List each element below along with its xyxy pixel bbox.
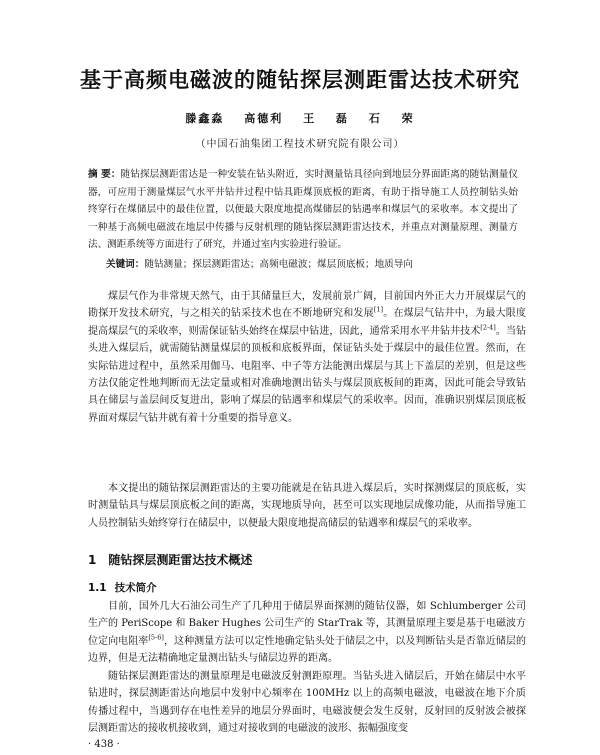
abstract [88,166,518,254]
affiliation: （中国石油集团工程技术研究院有限公司） [195,139,405,150]
section-1-heading [88,551,252,568]
s11-p2-text: 随钻探层测距雷达的测量原理是电磁波反射测距原理。当钻头进入储层后，开始在储层中水平钻进时，探层测距雷达向地层中发射中心频率在 100MHz 以上的高频电磁波，电磁波在地下介质传播过程中，当遇到存在电性差异的地层分界面时，电磁波便会发生反射，反射回的反射波会被探层测距雷达的接收机接收到，通过对接收到的电磁波的波形、振幅强度变 [88,671,526,735]
intro-p1-text-c: 。当钻头进入煤层后，就需随钻测量煤层的顶板和底板界面，保证钻头处于煤层中的最佳位置。然而，在实际钻进过程中，虽然采用伽马、电阻率、中子等方法能测出煤层与其上下盖层的差别，但是这些方法仅能定性地判断而无法定量或相对准确地测出钻头与煤层顶底板间的距离，因此可能会导致钻具在储层与盖层间反复进出，影响了煤层的钻遇率和煤层气的采收率。因而，准确识别煤层顶底板界面对煤层气钻井就有着十分重要的指导意义。 [88,325,527,424]
section-1-1-heading [88,580,157,595]
abstract-label: 摘 要： [88,169,121,180]
page-number: · 438 · [88,739,120,750]
intro-p1-text-b: 。在煤层气钻井中，为最大限度提高煤层气的采收率，则需保证钻头始终在煤层中钻进，因此，通常采用水平井钻井技术 [88,308,527,337]
paper-title: 基于高频电磁波的随钻探层测距雷达技术研究 [80,68,520,92]
subsection-number: 1.1 [88,582,107,594]
section-title: 随钻探层测距雷达技术概述 [108,553,253,567]
s11-p1-text-a: 目前，国外几大石油公司生产了几种用于储层界面探测的随钻仪器，如 Schlumberger 公司生产的 PeriScope 和 Baker Hughes 公司生产的 StarTrak 等，其测量原理主要是基于电磁波方位定向电阻率 [88,601,526,647]
citation-ref: [1] [373,306,384,315]
section-1-1-paragraph-2 [88,668,526,738]
subsection-title: 技术简介 [114,582,157,594]
s11-p1-text-b: ，这种测量方法可以定性地确定钻头处于储层之中，以及判断钻头是否靠近储层的边界，但是无法精确地定量测出钻头与储层边界的距离。 [88,635,527,665]
intro-p1-text-a: 煤层气作为非常规天然气，由于其储量巨大，发展前景广阔，目前国内外正大力开展煤层气的勘探开发技术研究，与之相关的钻采技术也在不断地研究和发展 [88,291,526,320]
section-1-1-paragraph-1 [88,598,526,668]
abstract-text: 随钻探层测距雷达是一种安装在钻头附近，实时测量钻具径向到地层分界面距离的随钻测量仪器，可应用于测量煤层气水平井钻井过程中钻具距煤顶底板的距离，有助于指导施工人员控制钻头始终穿行在煤储层中的最佳位置，以便最大限度地提高煤储层的钻遇率和煤层气的采收率。本文提出了一种基于高频电磁波在地层中传播与反射机理的随钻探层测距雷达技术，并重点对测量原理、测量方法、测距系统等方面进行了研究，并通过室内实验进行验证。 [88,169,519,250]
author-list: 滕鑫淼 高德利 王 磊 石 荣 [185,112,415,125]
intro-paragraph-1 [88,288,526,427]
keywords-label: 关键词： [106,259,145,270]
section-number: 1 [88,553,97,567]
intro-paragraph-2 [88,480,526,532]
intro-p2-text: 本文提出的随钻探层测距雷达的主要功能就是在钻具进入煤层后，实时探测煤层的顶底板，实时测量钻具与煤层顶底板之间的距离，实现地质导向，甚至可以实现地层成像功能，从而指导施工人员控制钻头始终穿行在储层中，以便最大限度地提高储层的钻遇率和煤层气的采收率。 [88,483,526,529]
keywords-text: 随钻测量；探层测距雷达；高频电磁波；煤层顶底板；地质导向 [144,259,413,270]
keywords [106,256,526,273]
citation-ref: [2-4] [480,323,496,332]
citation-ref: [5-6] [148,633,164,642]
